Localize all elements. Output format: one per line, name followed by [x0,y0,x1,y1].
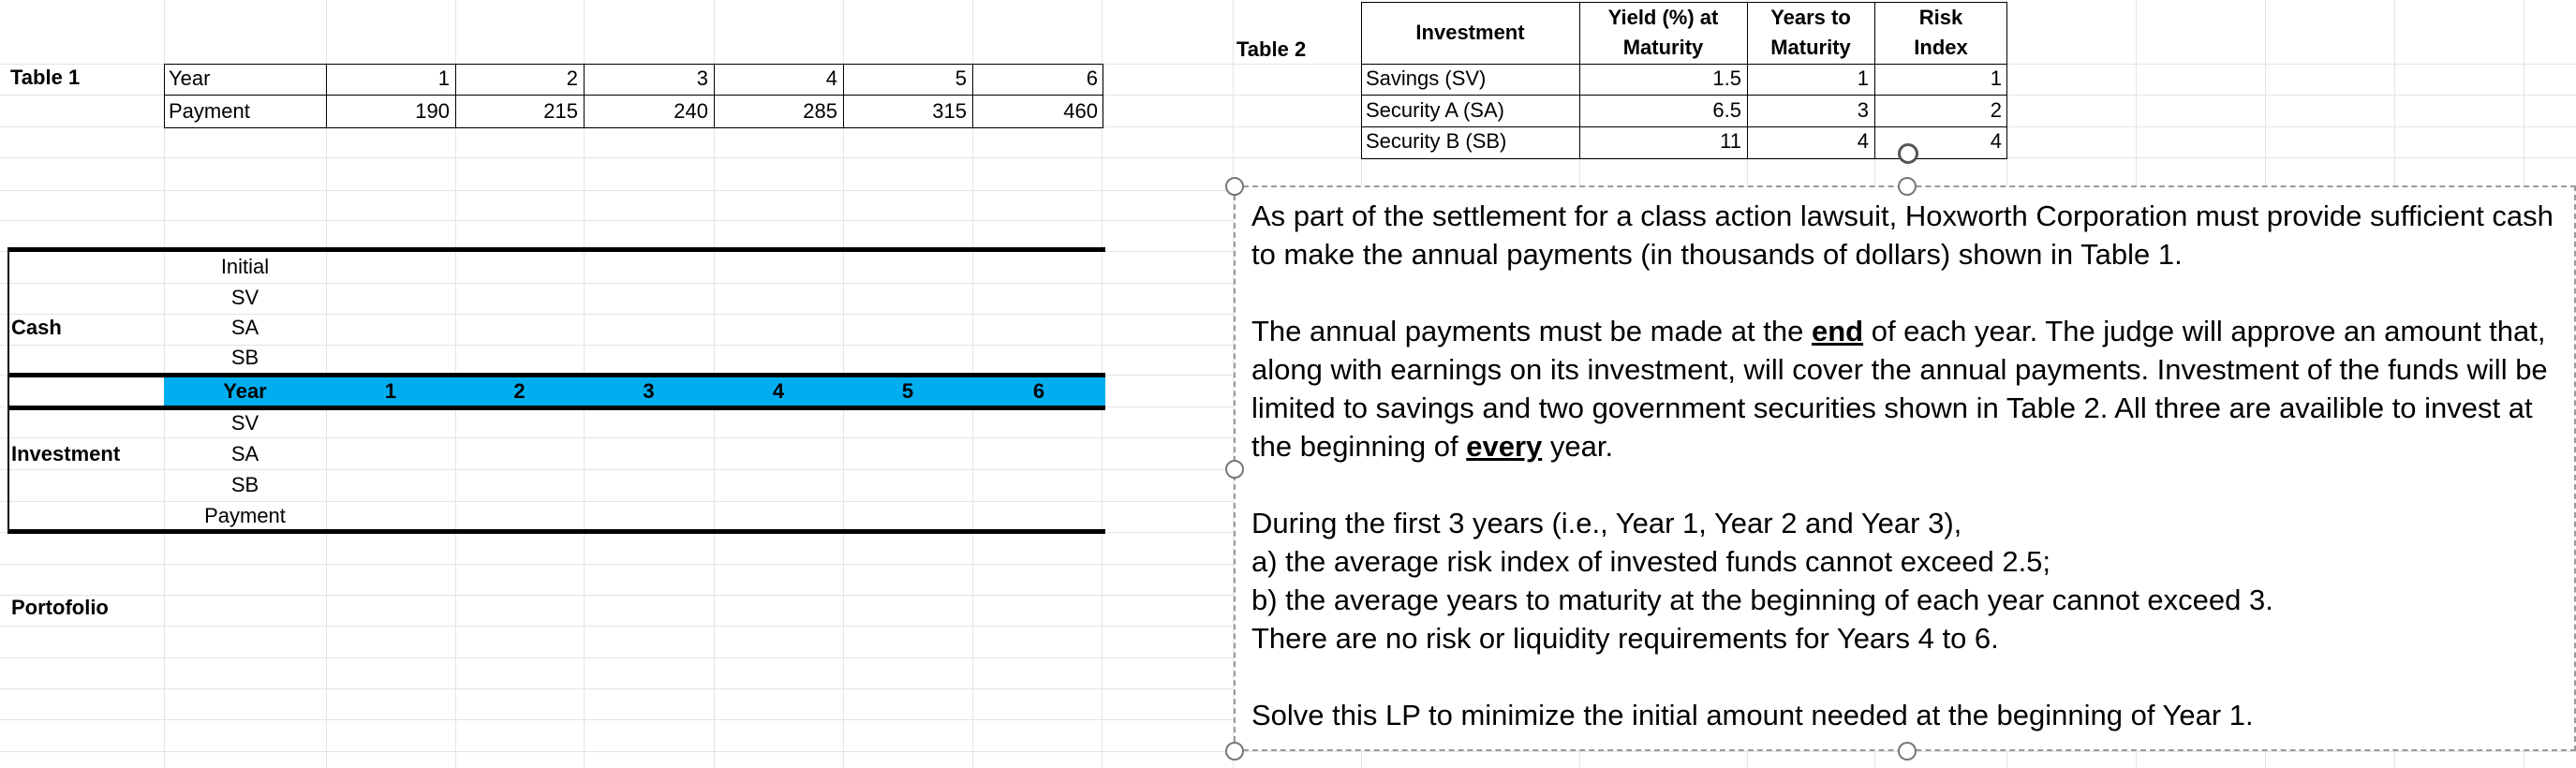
cash-row-label[interactable]: Initial [220,255,270,278]
table2-header-yield-line1[interactable]: Yield (%) at [1607,6,1719,29]
table1-payment-cell[interactable]: 215 [543,99,578,123]
emphasis-every: every [1466,430,1543,463]
portfolio-label[interactable]: Portofolio [11,596,109,619]
table2-row-years[interactable]: 1 [1857,66,1869,90]
table2-header-years-line2[interactable]: Maturity [1770,36,1851,59]
cash-top-border [7,247,1105,252]
year-header-label[interactable]: Year [223,379,267,403]
resize-handle-top-left[interactable] [1225,177,1244,196]
table1-payment-label[interactable]: Payment [169,99,250,123]
cash-row-label[interactable]: SA [230,316,259,339]
cash-section-label[interactable]: Cash [11,316,62,339]
year-header-cell[interactable]: 1 [384,379,397,403]
table1-year-cell[interactable]: 3 [696,66,708,90]
table2-header-investment[interactable]: Investment [1415,21,1525,44]
table2-row-years[interactable]: 4 [1857,129,1869,153]
investment-row-label[interactable]: Payment [204,504,286,527]
table1-payment-cell[interactable]: 240 [674,99,708,123]
resize-handle-top-center[interactable] [1898,177,1917,196]
table1-payment-cell[interactable]: 190 [415,99,450,123]
investment-bottom-border [7,529,1105,534]
resize-handle-middle-left[interactable] [1225,460,1244,479]
table1-year-cell[interactable]: 4 [825,66,837,90]
problem-text-box[interactable] [1234,185,2576,751]
table1-year-label[interactable]: Year [169,66,211,90]
table2-row-yield[interactable]: 1.5 [1712,66,1741,90]
investment-row-label[interactable]: SA [230,442,259,465]
resize-handle-bottom-left[interactable] [1225,742,1244,761]
table2-row-risk[interactable]: 4 [1990,129,2002,153]
table2-row-years[interactable]: 3 [1857,98,1869,122]
investment-section-label[interactable]: Investment [11,442,121,465]
table2-row-yield[interactable]: 6.5 [1712,98,1741,122]
problem-objective: Solve this LP to minimize the initial amount needed at the beginning of Year 1. [1251,699,2254,731]
table1-year-cell[interactable]: 6 [1086,66,1098,90]
table2-header-yield-line2[interactable]: Maturity [1622,36,1704,59]
table2-header-risk-line2[interactable]: Index [1914,36,1968,59]
year-header-cell[interactable]: 6 [1032,379,1045,403]
table2-row-investment[interactable]: Security A (SA) [1366,98,1504,122]
problem-constraint-line: During the first 3 years (i.e., Year 1, Year 2 and Year 3), [1251,507,1962,539]
table2-row-yield[interactable]: 11 [1720,129,1741,153]
investment-row-label[interactable]: SV [230,411,259,435]
table2-title: Table 2 [1236,37,1307,61]
year-header-cell[interactable]: 4 [772,379,785,403]
year-header-cell[interactable]: 3 [643,379,655,403]
table2-header-years-line1[interactable]: Years to [1770,6,1851,29]
model-left-border [7,247,9,533]
cash-row-label[interactable]: SV [230,286,259,309]
table2-row-risk[interactable]: 2 [1990,98,2002,122]
table1-year-cell[interactable]: 1 [437,66,450,90]
emphasis-end: end [1811,315,1864,347]
table2-header-risk-line1[interactable]: Risk [1918,6,1963,29]
problem-paragraph-1: As part of the settlement for a class action lawsuit, Hoxworth Corporation must provide sufficient cash to make the annual payments (in thousands of dollars) shown in Table 1. [1251,199,2554,271]
table1-payment-cell[interactable]: 315 [932,99,967,123]
table1-year-cell[interactable]: 2 [566,66,578,90]
table1-payment-cell[interactable]: 285 [803,99,837,123]
problem-paragraph-2: The annual payments must be made at the end of each year. The judge will approve an amount that, along with earnings on its investment, will cover the annual payments. Investment of the funds will be limited to savings and two government securities shown in Table 2. All three are availible to invest at the beginning of every year. [1251,315,2548,463]
resize-handle-bottom-center[interactable] [1898,742,1917,761]
investment-row-label[interactable]: SB [230,473,259,496]
year-header-cell[interactable]: 2 [513,379,526,403]
problem-constraint-line: a) the average risk index of invested funds cannot exceed 2.5; [1251,545,2051,578]
table1-year-cell[interactable]: 5 [955,66,967,90]
table2-row-risk[interactable]: 1 [1990,66,2002,90]
table1-payment-cell[interactable]: 460 [1063,99,1098,123]
table2-row-investment[interactable]: Savings (SV) [1366,66,1487,90]
table1-title: Table 1 [10,66,81,89]
cash-row-label[interactable]: SB [230,346,259,369]
year-header-cell[interactable]: 5 [901,379,914,403]
problem-constraint-line: b) the average years to maturity at the beginning of each year cannot exceed 3. [1251,583,2273,616]
table2-row-investment[interactable]: Security B (SB) [1366,129,1507,153]
problem-constraint-line: There are no risk or liquidity requirements for Years 4 to 6. [1251,622,1999,655]
rotate-handle-icon[interactable] [1898,143,1918,164]
